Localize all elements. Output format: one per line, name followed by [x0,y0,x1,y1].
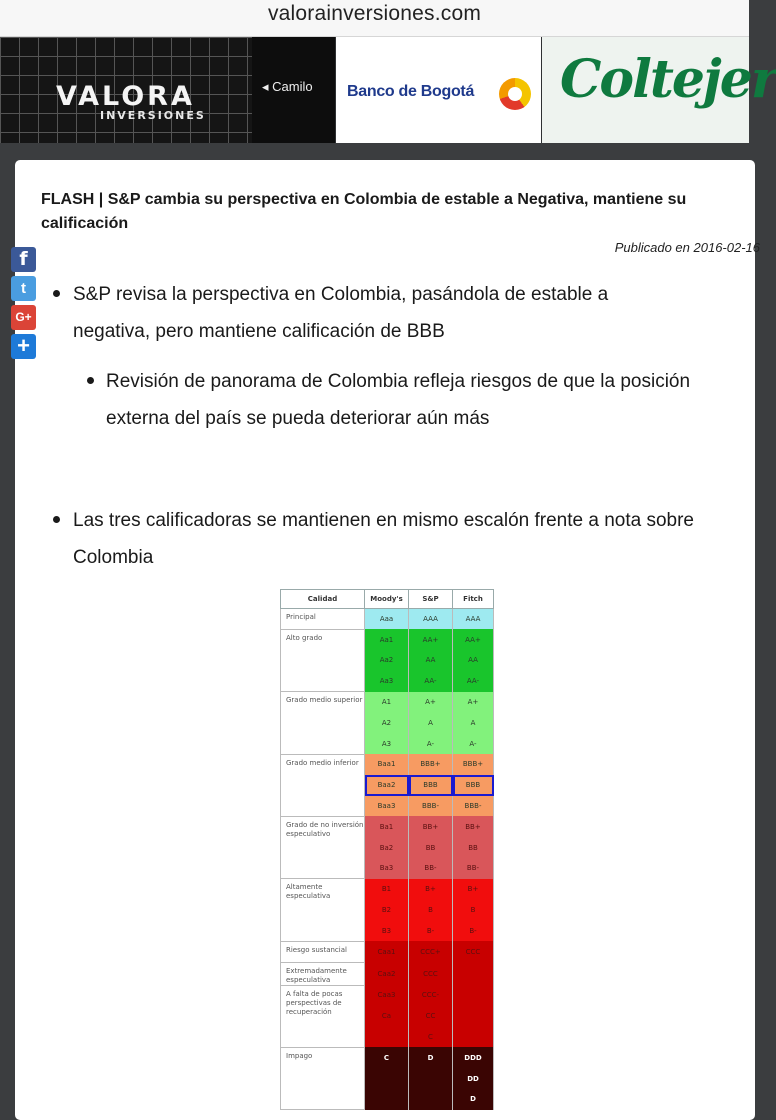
moodys-rating: Caa1 [365,941,409,962]
fitch-rating: DD [453,1068,494,1089]
header-sp: S&P [409,590,453,609]
rating-category: Impago [281,1047,365,1109]
sp-rating: B [409,900,453,921]
rating-category: Grado de no inversión especulativo [281,816,365,878]
fitch-rating [453,1027,494,1048]
fitch-rating [453,985,494,1006]
moodys-rating: A3 [365,733,409,754]
sp-rating: AAA [409,609,453,630]
moodys-rating: Ba1 [365,816,409,837]
author-panel[interactable] [252,37,335,143]
fitch-rating: B [453,900,494,921]
moodys-rating [365,1089,409,1110]
fitch-rating: DDD [453,1047,494,1068]
sub-bullet-item: Revisión de panorama de Colombia refleja riesgos de que la posición externa del país se pueda deteriorar aún más [106,363,696,437]
moodys-rating: Baa3 [365,796,409,817]
fitch-rating [453,962,494,985]
site-banner [0,37,776,143]
ratings-table-body [281,609,494,1110]
fitch-rating: BB [453,837,494,858]
moodys-rating: C [365,1047,409,1068]
fitch-rating: A- [453,733,494,754]
fitch-rating: CCC [453,941,494,962]
moodys-rating [365,1068,409,1089]
rating-category: Grado medio inferior [281,754,365,816]
fitch-rating: BBB- [453,796,494,817]
moodys-rating: Baa2 [365,775,409,796]
moodys-rating: Ba3 [365,858,409,879]
bullet-item: S&P revisa la perspectiva en Colombia, pasándola de estable a negativa, pero mantiene calificación de BBB [73,276,663,350]
sp-rating: D [409,1047,453,1068]
moodys-rating: Aa1 [365,629,409,650]
sp-rating: AA+ [409,629,453,650]
sp-rating: CC [409,1006,453,1027]
twitter-share-icon[interactable]: t [11,276,36,301]
sp-rating: B+ [409,879,453,900]
site-logo[interactable] [0,37,252,143]
moodys-rating: Aaa [365,609,409,630]
moodys-rating: Caa3 [365,985,409,1006]
ad2-text: Coltejer [560,49,776,110]
rating-category: Extremadamente especulativa [281,962,365,985]
moodys-rating: Ba2 [365,837,409,858]
table-row [281,609,494,630]
bullet-item: Las tres calificadoras se mantienen en mismo escalón frente a nota sobre Colombia [73,502,733,576]
fitch-rating: BB+ [453,816,494,837]
table-row [281,629,494,650]
fitch-rating: D [453,1089,494,1110]
table-header-row [281,590,494,609]
browser-url-text: valorainversiones.com [267,2,482,25]
sp-rating: BBB [409,775,453,796]
table-row [281,879,494,900]
logo-subtitle: INVERSIONES [100,109,206,122]
moodys-rating: B2 [365,900,409,921]
table-row [281,985,494,1006]
more-share-icon[interactable]: + [11,334,36,359]
header-moodys: Moody's [365,590,409,609]
table-row [281,1047,494,1068]
fitch-rating: BB- [453,858,494,879]
sp-rating: BB- [409,858,453,879]
fitch-rating: AA- [453,671,494,692]
sp-rating: BB [409,837,453,858]
fitch-rating: BBB [453,775,494,796]
facebook-share-icon[interactable]: f [11,247,36,272]
logo-title: VALORA [56,81,195,112]
article-headline: FLASH | S&P cambia su perspectiva en Colombia de estable a Negativa, mantiene su calificación [41,191,687,232]
moodys-rating: Caa2 [365,962,409,985]
browser-url-bar[interactable] [0,0,749,37]
sp-rating: A [409,712,453,733]
rating-category: Riesgo sustancial [281,941,365,962]
rating-category: Grado medio superior [281,692,365,754]
ratings-table [280,589,494,1110]
table-row [281,816,494,837]
sp-rating [409,1068,453,1089]
moodys-rating: Aa2 [365,650,409,671]
rating-category: A falta de pocas perspectivas de recuperación [281,985,365,1047]
sp-rating: BB+ [409,816,453,837]
moodys-rating: A2 [365,712,409,733]
rating-category: Principal [281,609,365,630]
rating-category: Alto grado [281,629,365,691]
moodys-rating: Baa1 [365,754,409,775]
sp-rating: BBB+ [409,754,453,775]
googleplus-share-icon[interactable]: G+ [11,305,36,330]
table-row [281,962,494,985]
moodys-rating [365,1027,409,1048]
fitch-rating: BBB+ [453,754,494,775]
moodys-rating: Ca [365,1006,409,1027]
sp-rating: CCC+ [409,941,453,962]
fitch-rating: AAA [453,609,494,630]
rating-category: Altamente especulativa [281,879,365,941]
sp-rating: BBB- [409,796,453,817]
table-row [281,692,494,713]
author-link[interactable]: ◂ Camilo [262,79,313,94]
fitch-rating: B+ [453,879,494,900]
banco-logo-icon [499,78,531,110]
fitch-rating [453,1006,494,1027]
sp-rating: A- [409,733,453,754]
fitch-rating: A+ [453,692,494,713]
sp-rating: C [409,1027,453,1048]
fitch-rating: A [453,712,494,733]
table-row [281,754,494,775]
ad1-text: Banco de Bogotá [347,83,475,100]
ad-coltejer[interactable] [542,37,776,143]
sp-rating: A+ [409,692,453,713]
header-fitch: Fitch [453,590,494,609]
sp-rating: CCC [409,962,453,985]
moodys-rating: Aa3 [365,671,409,692]
moodys-rating: B3 [365,920,409,941]
fitch-rating: B- [453,920,494,941]
sp-rating: CCC- [409,985,453,1006]
header-calidad: Calidad [281,590,365,609]
moodys-rating: B1 [365,879,409,900]
table-row [281,941,494,962]
ad-banco-de-bogota[interactable] [336,37,541,143]
sp-rating: AA- [409,671,453,692]
publish-date: Publicado en 2016-02-16 [614,240,760,255]
sp-rating: AA [409,650,453,671]
moodys-rating: A1 [365,692,409,713]
sp-rating: B- [409,920,453,941]
fitch-rating: AA [453,650,494,671]
fitch-rating: AA+ [453,629,494,650]
sp-rating [409,1089,453,1110]
